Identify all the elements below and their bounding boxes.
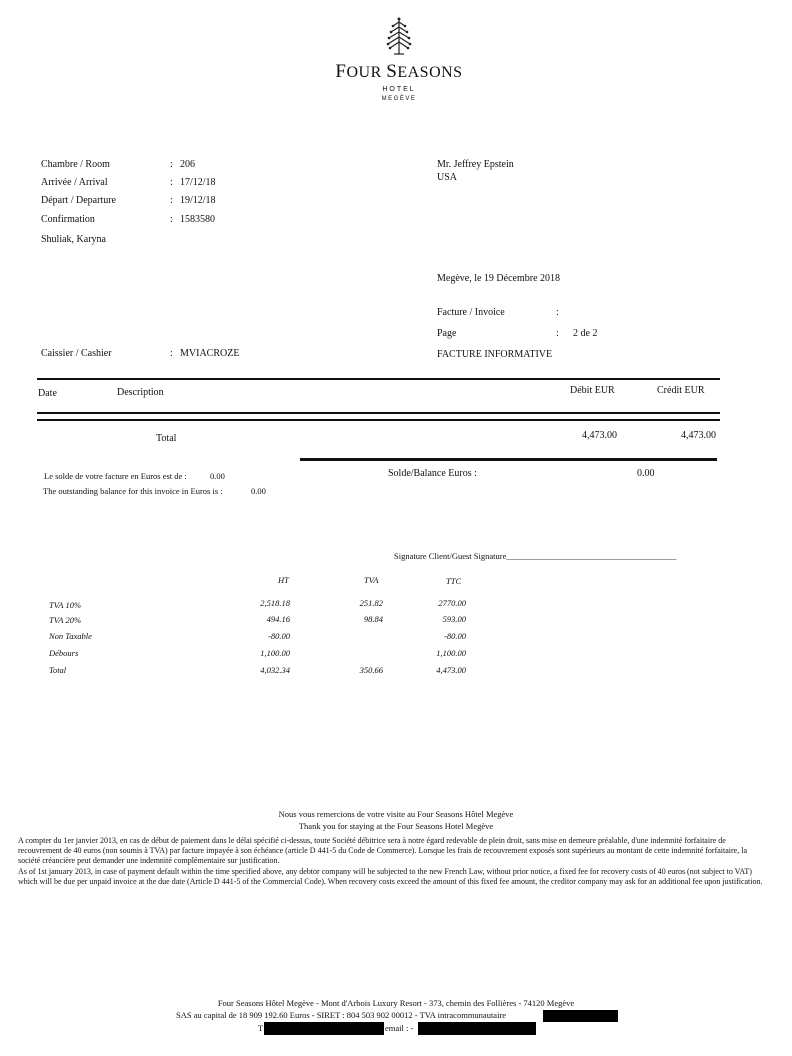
- guest-country: USA: [437, 172, 458, 183]
- col-credit: Crédit EUR: [657, 385, 705, 396]
- total-credit: 4,473.00: [681, 430, 716, 441]
- contact-name: Shuliak, Karyna: [41, 234, 106, 245]
- vat-row-label: Débours: [49, 648, 79, 658]
- brand-name: FOUR SEASONS: [335, 61, 463, 82]
- vat-row-ht: 4,032.34: [260, 665, 290, 675]
- redaction-block: [264, 1022, 384, 1035]
- balance-fr-value: 0.00: [210, 471, 225, 481]
- legal-fr: A compter du 1er janvier 2013, en cas de début de paiement dans le délai spécifié ci-dessus, toute Société débitrice sera à notre égard redevable de plein droit, sans mise en demeure préalable, d'une indemnité forfaitaire de recouvrement de 40 euros (non soumis à TVA) par facture impayée à son échéance (article D 441-5 du Code de Commerce). Lorsque les frais de recouvrement exposés sont supérieurs au montant de cette indemnité forfaitaire, la société créancière peut demander une indemnité complémentaire sur justification.: [18, 836, 747, 866]
- departure-colon: :: [170, 195, 173, 206]
- solde-label: Solde/Balance Euros :: [388, 468, 477, 479]
- signature-line: Signature Client/Guest Signature________________________________________: [394, 551, 677, 561]
- table-top-rule: [37, 378, 720, 380]
- vat-header-ht: HT: [278, 575, 289, 585]
- page-colon: :: [556, 328, 559, 339]
- total-debit: 4,473.00: [582, 430, 617, 441]
- room-colon: :: [170, 159, 173, 170]
- vat-row-label: Total: [49, 665, 67, 675]
- invoice-type: FACTURE INFORMATIVE: [437, 349, 553, 360]
- balance-rule: [300, 458, 717, 461]
- departure-label: Départ / Departure: [41, 195, 116, 206]
- vat-row-ttc: 1,100.00: [436, 648, 466, 658]
- vat-row-ht: 2,518.18: [260, 598, 290, 608]
- confirmation-colon: :: [170, 214, 173, 225]
- vat-row-ttc: -80.00: [444, 631, 466, 641]
- col-date: Date: [38, 388, 57, 399]
- vat-row-ttc: 593.00: [442, 614, 466, 624]
- hotel-address: Four Seasons Hôtel Megève - Mont d'Arbois Luxury Resort - 373, chemin des Follières - 74120 Megève: [217, 998, 575, 1008]
- cashier-value: MVIACROZE: [180, 348, 240, 359]
- vat-row-label: TVA 10%: [49, 600, 82, 610]
- confirmation-label: Confirmation: [41, 214, 95, 225]
- tree-logo-icon: [382, 16, 416, 56]
- vat-row-tva: 98.84: [363, 614, 383, 624]
- vat-row-tva: 251.82: [359, 598, 383, 608]
- tel-prefix: T: [258, 1023, 264, 1033]
- balance-en-value: 0.00: [251, 486, 266, 496]
- vat-row-label: TVA 20%: [49, 615, 82, 625]
- page-label: Page: [437, 328, 457, 339]
- thanks-fr: Nous vous remercions de votre visite au Four Seasons Hôtel Megève: [278, 809, 514, 819]
- total-label: Total: [156, 433, 177, 444]
- table-body-rule: [37, 419, 720, 421]
- room-value: 206: [180, 159, 195, 170]
- thanks-en: Thank you for staying at the Four Seasons Hotel Megève: [298, 821, 494, 831]
- solde-value: 0.00: [637, 468, 655, 479]
- departure-value: 19/12/18: [180, 195, 216, 206]
- vat-row-tva: 350.66: [359, 665, 383, 675]
- cashier-label: Caissier / Cashier: [41, 348, 112, 359]
- company-info: SAS au capital de 18 909 192.60 Euros - SIRET : 804 503 902 00012 - TVA intracommunautaire: [176, 1010, 507, 1020]
- vat-row-label: Non Taxable: [49, 631, 92, 641]
- brand-location: MEGÈVE: [381, 96, 417, 102]
- balance-fr-label: Le solde de votre facture en Euros est de :: [44, 471, 187, 481]
- place-date: Megève, le 19 Décembre 2018: [437, 273, 561, 284]
- vat-row-ht: 494.16: [266, 614, 290, 624]
- table-header-rule: [37, 412, 720, 414]
- balance-en-label: The outstanding balance for this invoice in Euros is :: [43, 486, 223, 496]
- brand-hotel: HOTEL: [382, 86, 416, 93]
- vat-row-ht: -80.00: [268, 631, 290, 641]
- invoice-colon: :: [556, 307, 559, 318]
- room-label: Chambre / Room: [41, 159, 110, 170]
- vat-row-ttc: 4,473.00: [436, 665, 466, 675]
- arrival-colon: :: [170, 177, 173, 188]
- vat-row-ht: 1,100.00: [260, 648, 290, 658]
- email-label: email : -: [385, 1023, 414, 1033]
- vat-row-ttc: 2770.00: [438, 598, 466, 608]
- col-debit: Débit EUR: [570, 385, 615, 396]
- legal-notice: [18, 836, 770, 887]
- arrival-value: 17/12/18: [180, 177, 216, 188]
- hotel-logo: [316, 16, 482, 108]
- legal-en: As of 1st january 2013, in case of payment default within the time specified above, any debtor company will be subjected to the new French Law, without prior notice, a fixed fee for recovery costs of 40 euros (not subject to VAT) which will be due per unpaid invoice at the due date (Article D 441-5 of the Commercial Code). When recovery costs exceed the amount of this fixed fee amount, the creditor company may ask for an additional fee upon justification.: [18, 866, 763, 886]
- vat-header-ttc: TTC: [446, 576, 462, 586]
- confirmation-value: 1583580: [180, 214, 215, 225]
- guest-name: Mr. Jeffrey Epstein: [437, 159, 514, 170]
- cashier-colon: :: [170, 348, 173, 359]
- arrival-label: Arrivée / Arrival: [41, 177, 108, 188]
- redaction-block: [543, 1010, 618, 1022]
- invoice-label: Facture / Invoice: [437, 307, 505, 318]
- col-description: Description: [117, 387, 164, 398]
- vat-header-tva: TVA: [364, 575, 379, 585]
- page-value: 2 de 2: [573, 328, 598, 339]
- redaction-block: [418, 1022, 536, 1035]
